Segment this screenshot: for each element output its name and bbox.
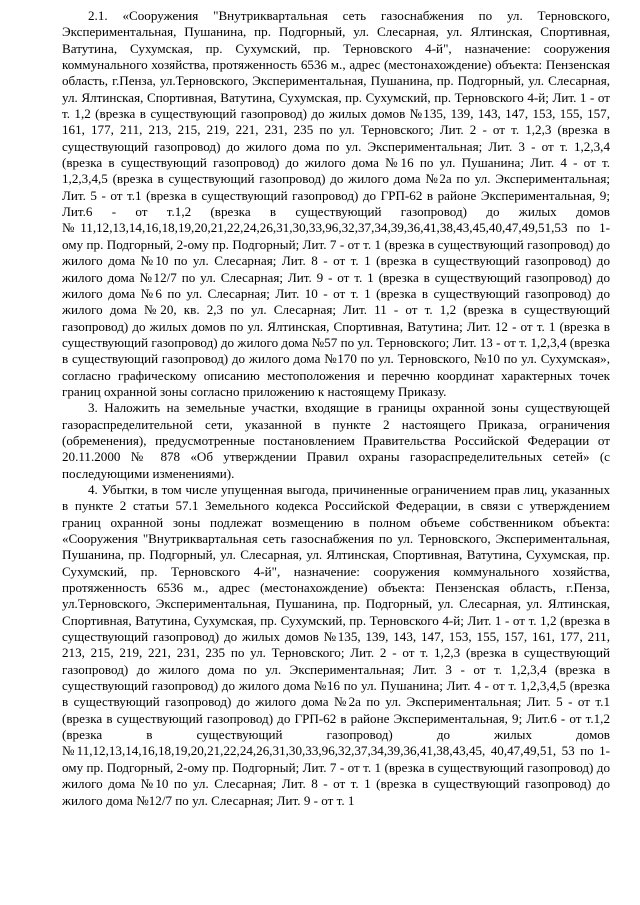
paragraph-3: 3. Наложить на земельные участки, входящие в границы охранной зоны существующей газораспределительной сети, указанной в пункте 2 настоящего Приказа, ограничения (обременения), предусмотренные постановлением Правительства Российской Федерации от 20.11.2000 № 878 «Об утверждении Правил охраны газораспределительных сетей» (с последующими изменениями).	[62, 400, 610, 481]
paragraph-2-1: 2.1. «Сооружения "Внутриквартальная сеть газоснабжения по ул. Терновского, Экспериментальная, Пушанина, пр. Подгорный, ул. Слесарная, ул. Ялтинская, Спортивная, Ватутина, Сухумская, пр. Сухумский, пр. Терновского 4-й", назначение: сооружения коммунального хозяйства, протяженность 6536 м., адрес (местонахождение) объекта: Пензенская область, г.Пенза, ул.Терновского, Экспериментальная, Пушанина, пр. Подгорный, ул. Слесарная, ул. Ялтинская, Спортивная, Ватутина, Сухумская, пр. Сухумский, пр. Терновского 4-й; Лит. 1 - от т. 1,2 (врезка в существующий газопровод) до жилых домов №135, 139, 143, 147, 153, 155, 157, 161, 177, 211, 213, 215, 219, 221, 231, 235 по ул. Терновского; Лит. 2 - от т. 1,2,3 (врезка в существующий газопровод) до жилого дома по ул. Экспериментальная; Лит. 3 - от т. 1,2,3,4 (врезка в существующий газопровод) до жилого дома №16 по ул. Пушанина; Лит. 4 - от т. 1,2,3,4,5 (врезка в существующий газопровод) до жилого дома №2а по ул. Экспериментальная; Лит. 5 - от т.1 (врезка в существующий газопровод) до ГРП-62 в районе Экспериментальная, 9; Лит.6 - от т.1,2 (врезка в существующий газопровод) до жилых домов №11,12,13,14,16,18,19,20,21,22,24,26,31,30,33,96,32,37,34,39,36,41,38,43,45,40,47,49,51,53 по 1-ому пр. Подгорный, 2-ому пр. Подгорный; Лит. 7 - от т. 1 (врезка в существующий газопровод) до жилого дома №10 по ул. Слесарная; Лит. 8 - от т. 1 (врезка в существующий газопровод) до жилого дома №12/7 по ул. Слесарная; Лит. 9 - от т. 1 (врезка в существующий газопровод) до жилого дома №6 по ул. Слесарная; Лит. 10 - от т. 1 (врезка в существующий газопровод) до жилого дома №20, кв. 2,3 по ул. Слесарная; Лит. 11 - от т. 1,2 (врезка в существующий газопровод) до жилых домов по ул. Ялтинская, Спортивная, Ватутина; Лит. 12 - от т. 1 (врезка в существующий газопровод) до жилого дома №57 по ул. Терновского; Лит. 13 - от т. 1,2,3,4 (врезка в существующий газопровод) до жилого дома №170 по ул. Терновского, №10 по ул. Сухумская», согласно графическому описанию местоположения и перечню координат характерных точек границ охранной зоны согласно приложению к настоящему Приказу.	[62, 8, 610, 399]
paragraph-4: 4. Убытки, в том числе упущенная выгода, причиненные ограничением прав лиц, указанных в пункте 2 статьи 57.1 Земельного кодекса Российской Федерации, в связи с утверждением границ охранной зоны подлежат возмещению в полном объеме собственником объекта: «Сооружения "Внутриквартальная сеть газоснабжения по ул. Терновского, Экспериментальная, Пушанина, пр. Подгорный, ул. Слесарная, ул. Ялтинская, Спортивная, Ватутина, Сухумская, пр. Сухумский, пр. Терновского 4-й", назначение: сооружения коммунального хозяйства, протяженность 6536 м., адрес (местонахождение) объекта: Пензенская область, г.Пенза, ул.Терновского, Экспериментальная, Пушанина, пр. Подгорный, ул. Слесарная, ул. Ялтинская, Спортивная, Ватутина, Сухумская, пр. Сухумский, пр. Терновского 4-й; Лит. 1 - от т. 1,2 (врезка в существующий газопровод) до жилых домов №135, 139, 143, 147, 153, 155, 157, 161, 177, 211, 213, 215, 219, 221, 231, 235 по ул. Терновского; Лит. 2 - от т. 1,2,3 (врезка в существующий газопровод) до жилого дома по ул. Экспериментальная; Лит. 3 - от т. 1,2,3,4 (врезка в существующий газопровод) до жилого дома №16 по ул. Пушанина; Лит. 4 - от т. 1,2,3,4,5 (врезка в существующий газопровод) до жилого дома №2а по ул. Экспериментальная; Лит. 5 - от т.1 (врезка в существующий газопровод) до ГРП-62 в районе Экспериментальная, 9; Лит.6 - от т.1,2 (врезка в существующий газопровод) до жилых домов №11,12,13,14,16,18,19,20,21,22,24,26,31,30,33,96,32,37,34,39,36,41,38,43,45, 40,47,49,51, 53 по 1-ому пр. Подгорный, 2-ому пр. Подгорный; Лит. 7 - от т. 1 (врезка в существующий газопровод) до жилого дома №10 по ул. Слесарная; Лит. 8 - от т. 1 (врезка в существующий газопровод) до жилого дома №12/7 по ул. Слесарная; Лит. 9 - от т. 1	[62, 481, 610, 808]
